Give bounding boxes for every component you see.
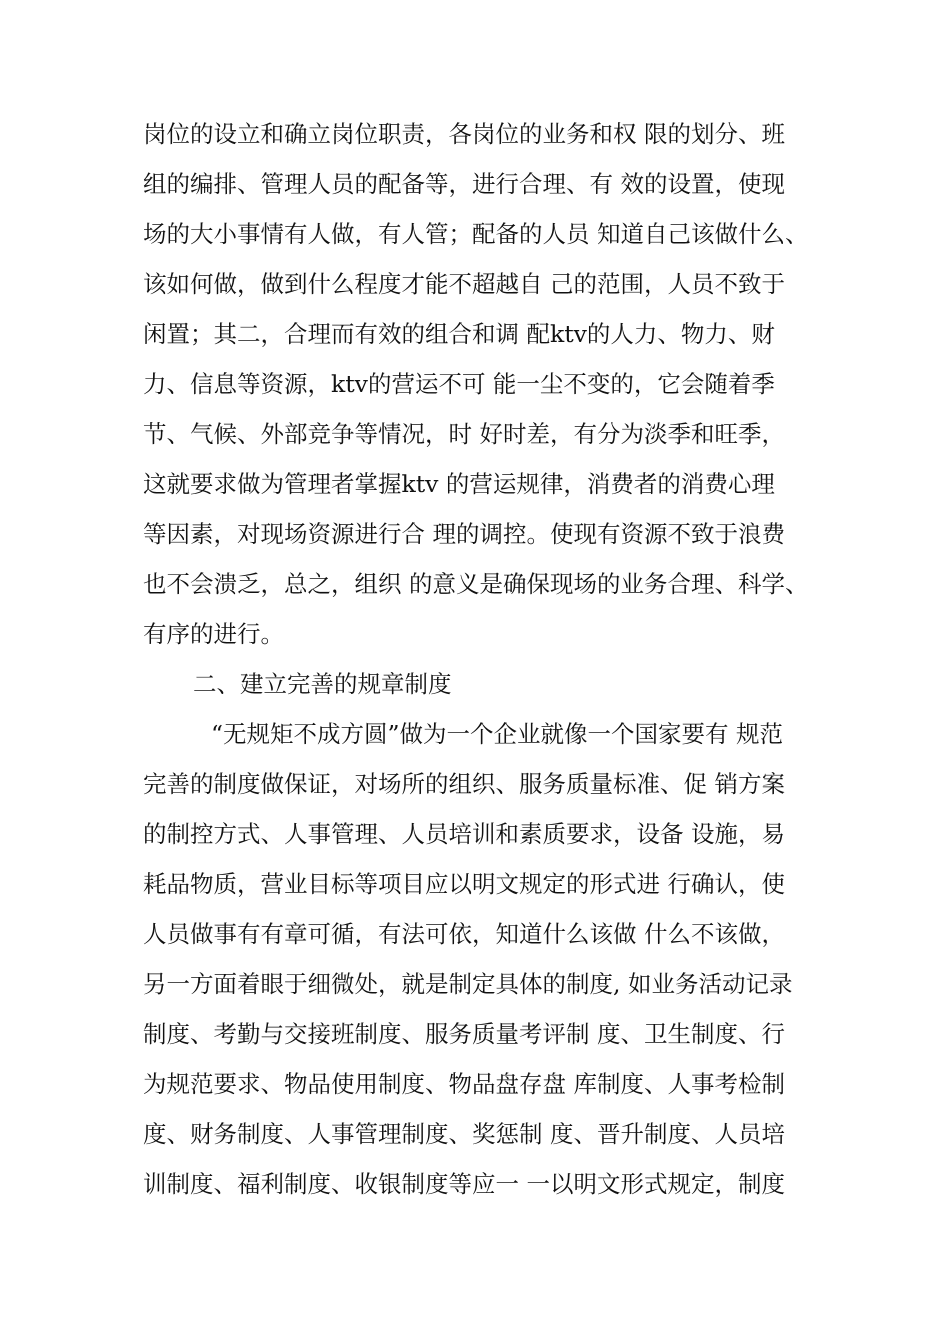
paragraph-line: 力、信息等资源，ktv的营运不可 能一尘不变的，它会随着季 xyxy=(143,370,775,398)
paragraph-line: 耗品物质，营业目标等项目应以明文规定的形式进 行确认，使 xyxy=(143,870,785,898)
paragraph-line: 度、财务制度、人事管理制度、奖惩制 度、晋升制度、人员培 xyxy=(143,1120,785,1148)
paragraph-line: 该如何做，做到什么程度才能不超越自 己的范围，人员不致于 xyxy=(143,270,785,298)
document-body xyxy=(143,109,843,1209)
paragraph-line: 有序的进行。 xyxy=(143,620,284,648)
paragraph-line: 人员做事有有章可循，有法可依，知道什么该做 什么不该做， xyxy=(143,920,785,948)
paragraph-line: 也不会溃乏，总之，组织 的意义是确保现场的业务合理、科学、 xyxy=(143,570,809,598)
section-heading: 二、建立完善的规章制度 xyxy=(193,670,452,698)
paragraph-line: 节、气候、外部竞争等情况，时 好时差，有分为淡季和旺季， xyxy=(143,420,785,448)
paragraph-line: 为规范要求、物品使用制度、物品盘存盘 库制度、人事考检制 xyxy=(143,1070,785,1098)
paragraph-line: 制度、考勤与交接班制度、服务质量考评制 度、卫生制度、行 xyxy=(143,1020,785,1048)
paragraph-line: 闲置；其二，合理而有效的组合和调 配ktv的人力、物力、财 xyxy=(143,320,775,348)
paragraph-line: 另一方面着眼于细微处，就是制定具体的制度, 如业务活动记录 xyxy=(143,970,793,998)
paragraph-line: 岗位的设立和确立岗位职责，各岗位的业务和权 限的划分、班 xyxy=(143,120,785,148)
paragraph-line: 训制度、福利制度、收银制度等应一 一以明文形式规定，制度 xyxy=(143,1170,785,1198)
paragraph-line: 场的大小事情有人做，有人管；配备的人员 知道自己该做什么、 xyxy=(143,220,809,248)
paragraph-line: 这就要求做为管理者掌握ktv 的营运规律，消费者的消费心理 xyxy=(143,470,775,498)
paragraph-line: 等因素，对现场资源进行合 理的调控。使现有资源不致于浪费 xyxy=(143,520,785,548)
paragraph-first-line: “无规矩不成方圆”做为一个企业就像一个国家要有 规范 xyxy=(211,720,783,748)
paragraph-line: 完善的制度做保证，对场所的组织、服务质量标准、促 销方案 xyxy=(143,770,785,798)
paragraph-line: 的制控方式、人事管理、人员培训和素质要求，设备 设施，易 xyxy=(143,820,785,848)
paragraph-line: 组的编排、管理人员的配备等，进行合理、有 效的设置，使现 xyxy=(143,170,785,198)
